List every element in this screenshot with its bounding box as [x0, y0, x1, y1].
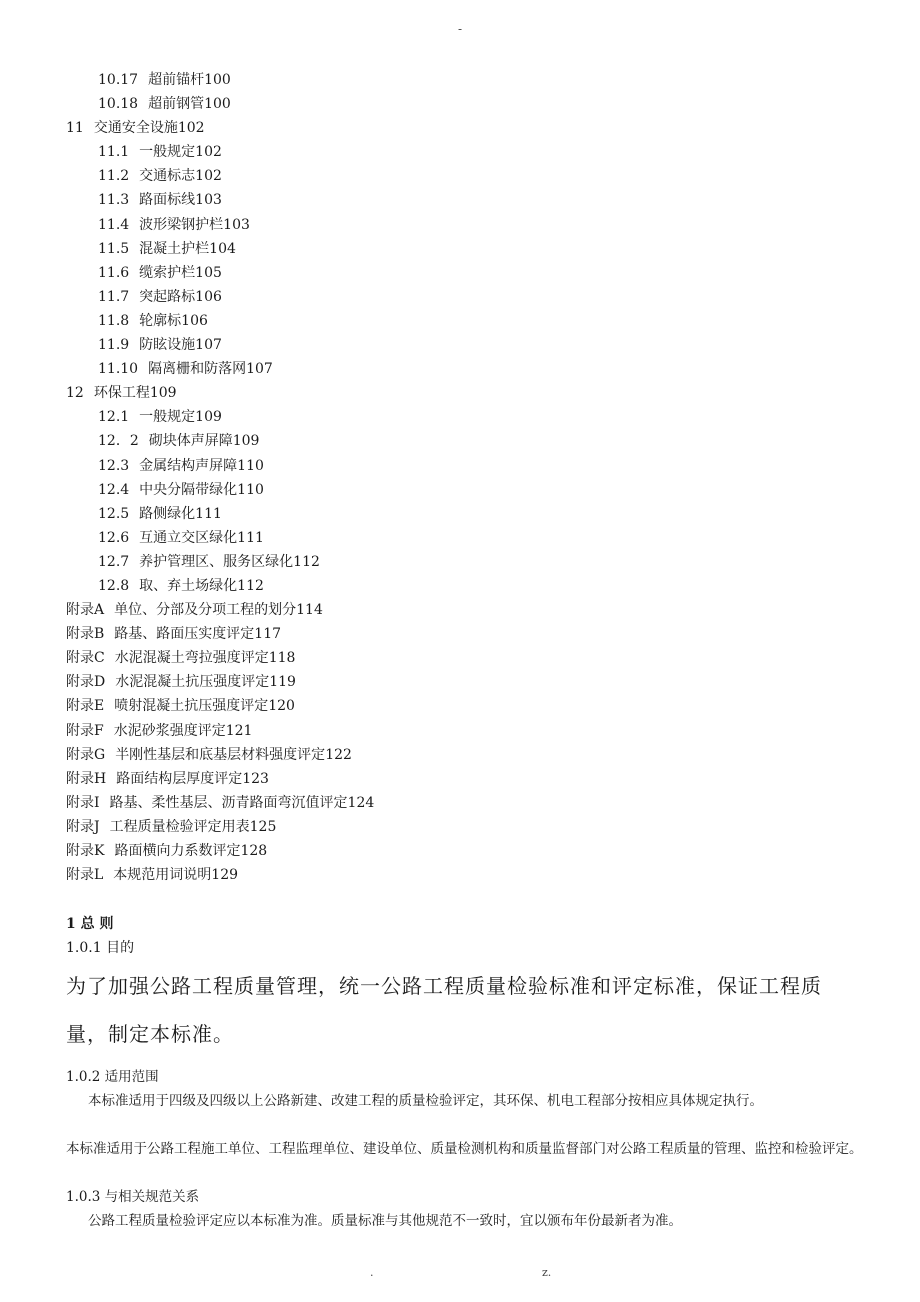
toc-entry-title: 工程质量检验评定用表 — [109, 818, 250, 835]
toc-entry-page: 107 — [195, 337, 222, 354]
toc-entry-number: 附录K — [66, 843, 105, 859]
toc-entry-number: 11.9 — [98, 337, 130, 354]
toc-entry-number: 附录H — [66, 770, 107, 787]
toc-entry-page: 128 — [240, 843, 268, 859]
toc-entry-page: 120 — [268, 698, 295, 715]
toc-entry-title: 突起路标 — [139, 288, 196, 305]
toc-entry-page: 102 — [195, 144, 222, 161]
toc-entry-number: 12.4 — [98, 481, 130, 498]
toc-entry-page: 104 — [209, 240, 236, 257]
toc-entry-page: 109 — [232, 433, 260, 450]
toc-entry-title: 路基、路面压实度评定 — [114, 626, 255, 643]
toc-entry-title: 一般规定 — [139, 144, 196, 161]
toc-entry-number: 附录I — [66, 794, 100, 811]
toc-entry-page: 100 — [204, 96, 231, 113]
toc-entry-page: 114 — [296, 602, 323, 619]
toc-entry-page: 109 — [149, 385, 177, 402]
toc-entry-number: 11.4 — [98, 216, 130, 233]
toc-entry-page: 109 — [195, 409, 222, 426]
toc-entry — [66, 429, 866, 453]
toc-entry-number: 附录F — [66, 722, 104, 739]
toc-entry — [66, 646, 866, 670]
toc-entry-number: 12.7 — [98, 553, 130, 570]
toc-entry-title: 一般规定 — [139, 409, 196, 426]
section-heading-1-0-1: 1.0.1 目的 — [66, 940, 135, 956]
toc-entry-title: 水泥混凝土抗压强度评定 — [115, 674, 270, 691]
toc-entry-page: 110 — [237, 457, 264, 474]
toc-entry — [66, 863, 866, 887]
toc-entry-title: 缆索护栏 — [139, 264, 196, 281]
toc-entry-title: 取、弃土场绿化 — [139, 577, 238, 594]
toc-entry — [66, 478, 866, 502]
toc-entry-page: 111 — [195, 505, 222, 522]
toc-entry-number: 附录J — [66, 818, 100, 835]
toc-entry — [66, 815, 866, 839]
toc-entry — [66, 743, 866, 767]
page-header-mark: - — [457, 22, 463, 36]
toc-entry-page: 124 — [347, 794, 375, 811]
toc-entry-number: 11.6 — [98, 264, 130, 281]
toc-entry — [66, 598, 866, 622]
toc-entry-number: 11.1 — [98, 144, 130, 161]
toc-entry-number: 10.17 — [98, 72, 139, 88]
toc-entry-title: 砌块体声屏障 — [148, 433, 233, 450]
section-text-1-0-1: 为了加强公路工程质量管理，统一公路工程质量检验标准和评定标准，保证工程质量，制定本标准。 — [66, 974, 822, 1046]
toc-entry — [66, 839, 866, 863]
toc-entry-number: 12 — [66, 385, 84, 402]
toc-entry — [66, 526, 866, 550]
toc-entry-number: 12．2 — [98, 433, 139, 450]
toc-entry-page: 100 — [204, 72, 231, 88]
toc-entry-title: 交通标志 — [139, 168, 196, 185]
toc-entry — [66, 333, 866, 357]
toc-entry-page: 123 — [242, 770, 269, 787]
toc-entry-page: 106 — [195, 288, 222, 305]
toc-entry-title: 路侧绿化 — [139, 505, 196, 522]
toc-entry-page: 129 — [211, 867, 239, 884]
toc-entry-number: 11.7 — [98, 288, 130, 305]
toc-entry-title: 路面标线 — [139, 192, 196, 209]
toc-entry-page: 105 — [195, 264, 222, 281]
toc-entry — [66, 261, 866, 285]
toc-entry-page: 118 — [268, 650, 296, 667]
toc-entry-title: 混凝土护栏 — [139, 240, 210, 257]
toc-entry-page: 111 — [237, 529, 264, 546]
toc-entry-title: 交通安全设施 — [93, 120, 178, 137]
toc-entry — [66, 140, 866, 164]
toc-entry-title: 路基、柔性基层、沥青路面弯沉值评定 — [109, 794, 348, 811]
toc-entry-title: 金属结构声屏障 — [139, 457, 238, 474]
toc-entry-title: 水泥砂浆强度评定 — [113, 722, 226, 739]
section-heading-1-0-2: 1.0.2 适用范围 — [66, 1069, 159, 1085]
toc-entry-title: 防眩设施 — [139, 337, 196, 354]
toc-entry — [66, 357, 866, 381]
toc-entry — [66, 285, 866, 309]
toc-entry — [66, 550, 866, 574]
toc-entry-page: 125 — [249, 818, 277, 835]
toc-entry-title: 中央分隔带绿化 — [139, 481, 238, 498]
toc-entry-title: 超前钢管 — [148, 96, 205, 113]
footer-left-mark: . — [370, 1266, 374, 1279]
toc-entry-number: 12.5 — [98, 505, 130, 522]
section-text-1-0-2-a: 本标准适用于四级及四级以上公路新建、改建工程的质量检验评定，其环保、机电工程部分按相应具体规定执行。 — [88, 1093, 763, 1109]
toc-entry-number: 11 — [66, 120, 84, 137]
toc-entry-page: 110 — [237, 481, 264, 498]
toc-entry-number: 10.18 — [98, 96, 139, 113]
toc-entry — [66, 92, 866, 116]
toc-entry — [66, 405, 866, 429]
toc-entry — [66, 670, 866, 694]
toc-entry-title: 超前锚杆 — [148, 72, 205, 88]
toc-entry-title: 轮廓标 — [139, 312, 182, 329]
toc-entry-title: 半刚性基层和底基层材料强度评定 — [115, 746, 326, 763]
toc-entry-page: 102 — [177, 120, 205, 137]
toc-entry — [66, 767, 866, 791]
toc-entry-number: 11.8 — [98, 312, 130, 329]
toc-entry-title: 水泥混凝土弯拉强度评定 — [114, 650, 269, 667]
toc-entry-page: 117 — [254, 626, 282, 643]
toc-entry — [66, 694, 866, 718]
section-text-1-0-3: 公路工程质量检验评定应以本标准为准。质量标准与其他规范不一致时，宜以颁布年份最新者为准。 — [88, 1213, 682, 1229]
toc-entry-title: 喷射混凝土抗压强度评定 — [114, 698, 269, 715]
toc-entry — [66, 719, 866, 743]
toc-entry — [66, 188, 866, 212]
toc-entry-title: 隔离栅和防落网 — [148, 361, 247, 378]
toc-entry-title: 养护管理区、服务区绿化 — [139, 553, 294, 570]
toc-entry-page: 102 — [195, 168, 222, 185]
toc-entry-page: 121 — [225, 722, 253, 739]
table-of-contents — [66, 68, 866, 887]
toc-entry-number: 附录B — [66, 626, 105, 643]
toc-entry — [66, 309, 866, 333]
toc-entry — [66, 622, 866, 646]
toc-entry — [66, 68, 866, 92]
toc-entry-page: 119 — [269, 674, 296, 691]
toc-entry-number: 11.5 — [98, 240, 130, 257]
toc-entry-title: 单位、分部及分项工程的划分 — [114, 602, 297, 619]
toc-entry-number: 附录L — [66, 867, 104, 884]
toc-entry-number: 附录E — [66, 698, 105, 715]
toc-entry-title: 路面结构层厚度评定 — [116, 770, 243, 787]
section-text-1-0-2-b: 本标准适用于公路工程施工单位、工程监理单位、建设单位、质量检测机构和质量监督部门对公路工程质量的管理、监控和检验评定。 — [66, 1141, 863, 1157]
toc-entry-page: 122 — [325, 746, 352, 763]
toc-entry — [66, 381, 866, 405]
toc-entry — [66, 116, 866, 140]
footer-right-mark: z. — [542, 1266, 552, 1279]
toc-entry-number: 11.3 — [98, 192, 130, 209]
toc-entry-title: 路面横向力系数评定 — [114, 843, 241, 859]
toc-entry-number: 12.3 — [98, 457, 130, 474]
toc-entry-page: 106 — [181, 312, 208, 329]
toc-entry-number: 附录G — [66, 746, 106, 763]
toc-entry-title: 本规范用词说明 — [113, 867, 212, 884]
section-heading-1-0-3: 1.0.3 与相关规范关系 — [66, 1189, 200, 1205]
toc-entry-number: 附录A — [66, 602, 105, 619]
toc-entry — [66, 502, 866, 526]
toc-entry-title: 环保工程 — [93, 385, 150, 402]
toc-entry — [66, 164, 866, 188]
toc-entry — [66, 454, 866, 478]
toc-entry-page: 107 — [246, 361, 273, 378]
toc-entry-number: 11.2 — [98, 168, 130, 185]
toc-entry-title: 波形梁钢护栏 — [139, 216, 224, 233]
toc-entry-page: 103 — [223, 216, 250, 233]
toc-entry — [66, 237, 866, 261]
toc-entry-number: 附录D — [66, 674, 106, 691]
toc-entry-number: 12.6 — [98, 529, 130, 546]
toc-entry-number: 12.8 — [98, 577, 130, 594]
chapter-heading: 1 总 则 — [66, 916, 114, 932]
toc-entry — [66, 574, 866, 598]
toc-entry-page: 112 — [237, 577, 264, 594]
toc-entry-number: 附录C — [66, 650, 105, 667]
toc-entry — [66, 213, 866, 237]
toc-entry-page: 112 — [293, 553, 320, 570]
toc-entry — [66, 791, 866, 815]
toc-entry-number: 11.10 — [98, 361, 139, 378]
toc-entry-number: 12.1 — [98, 409, 130, 426]
toc-entry-title: 互通立交区绿化 — [139, 529, 238, 546]
toc-entry-page: 103 — [195, 192, 222, 209]
